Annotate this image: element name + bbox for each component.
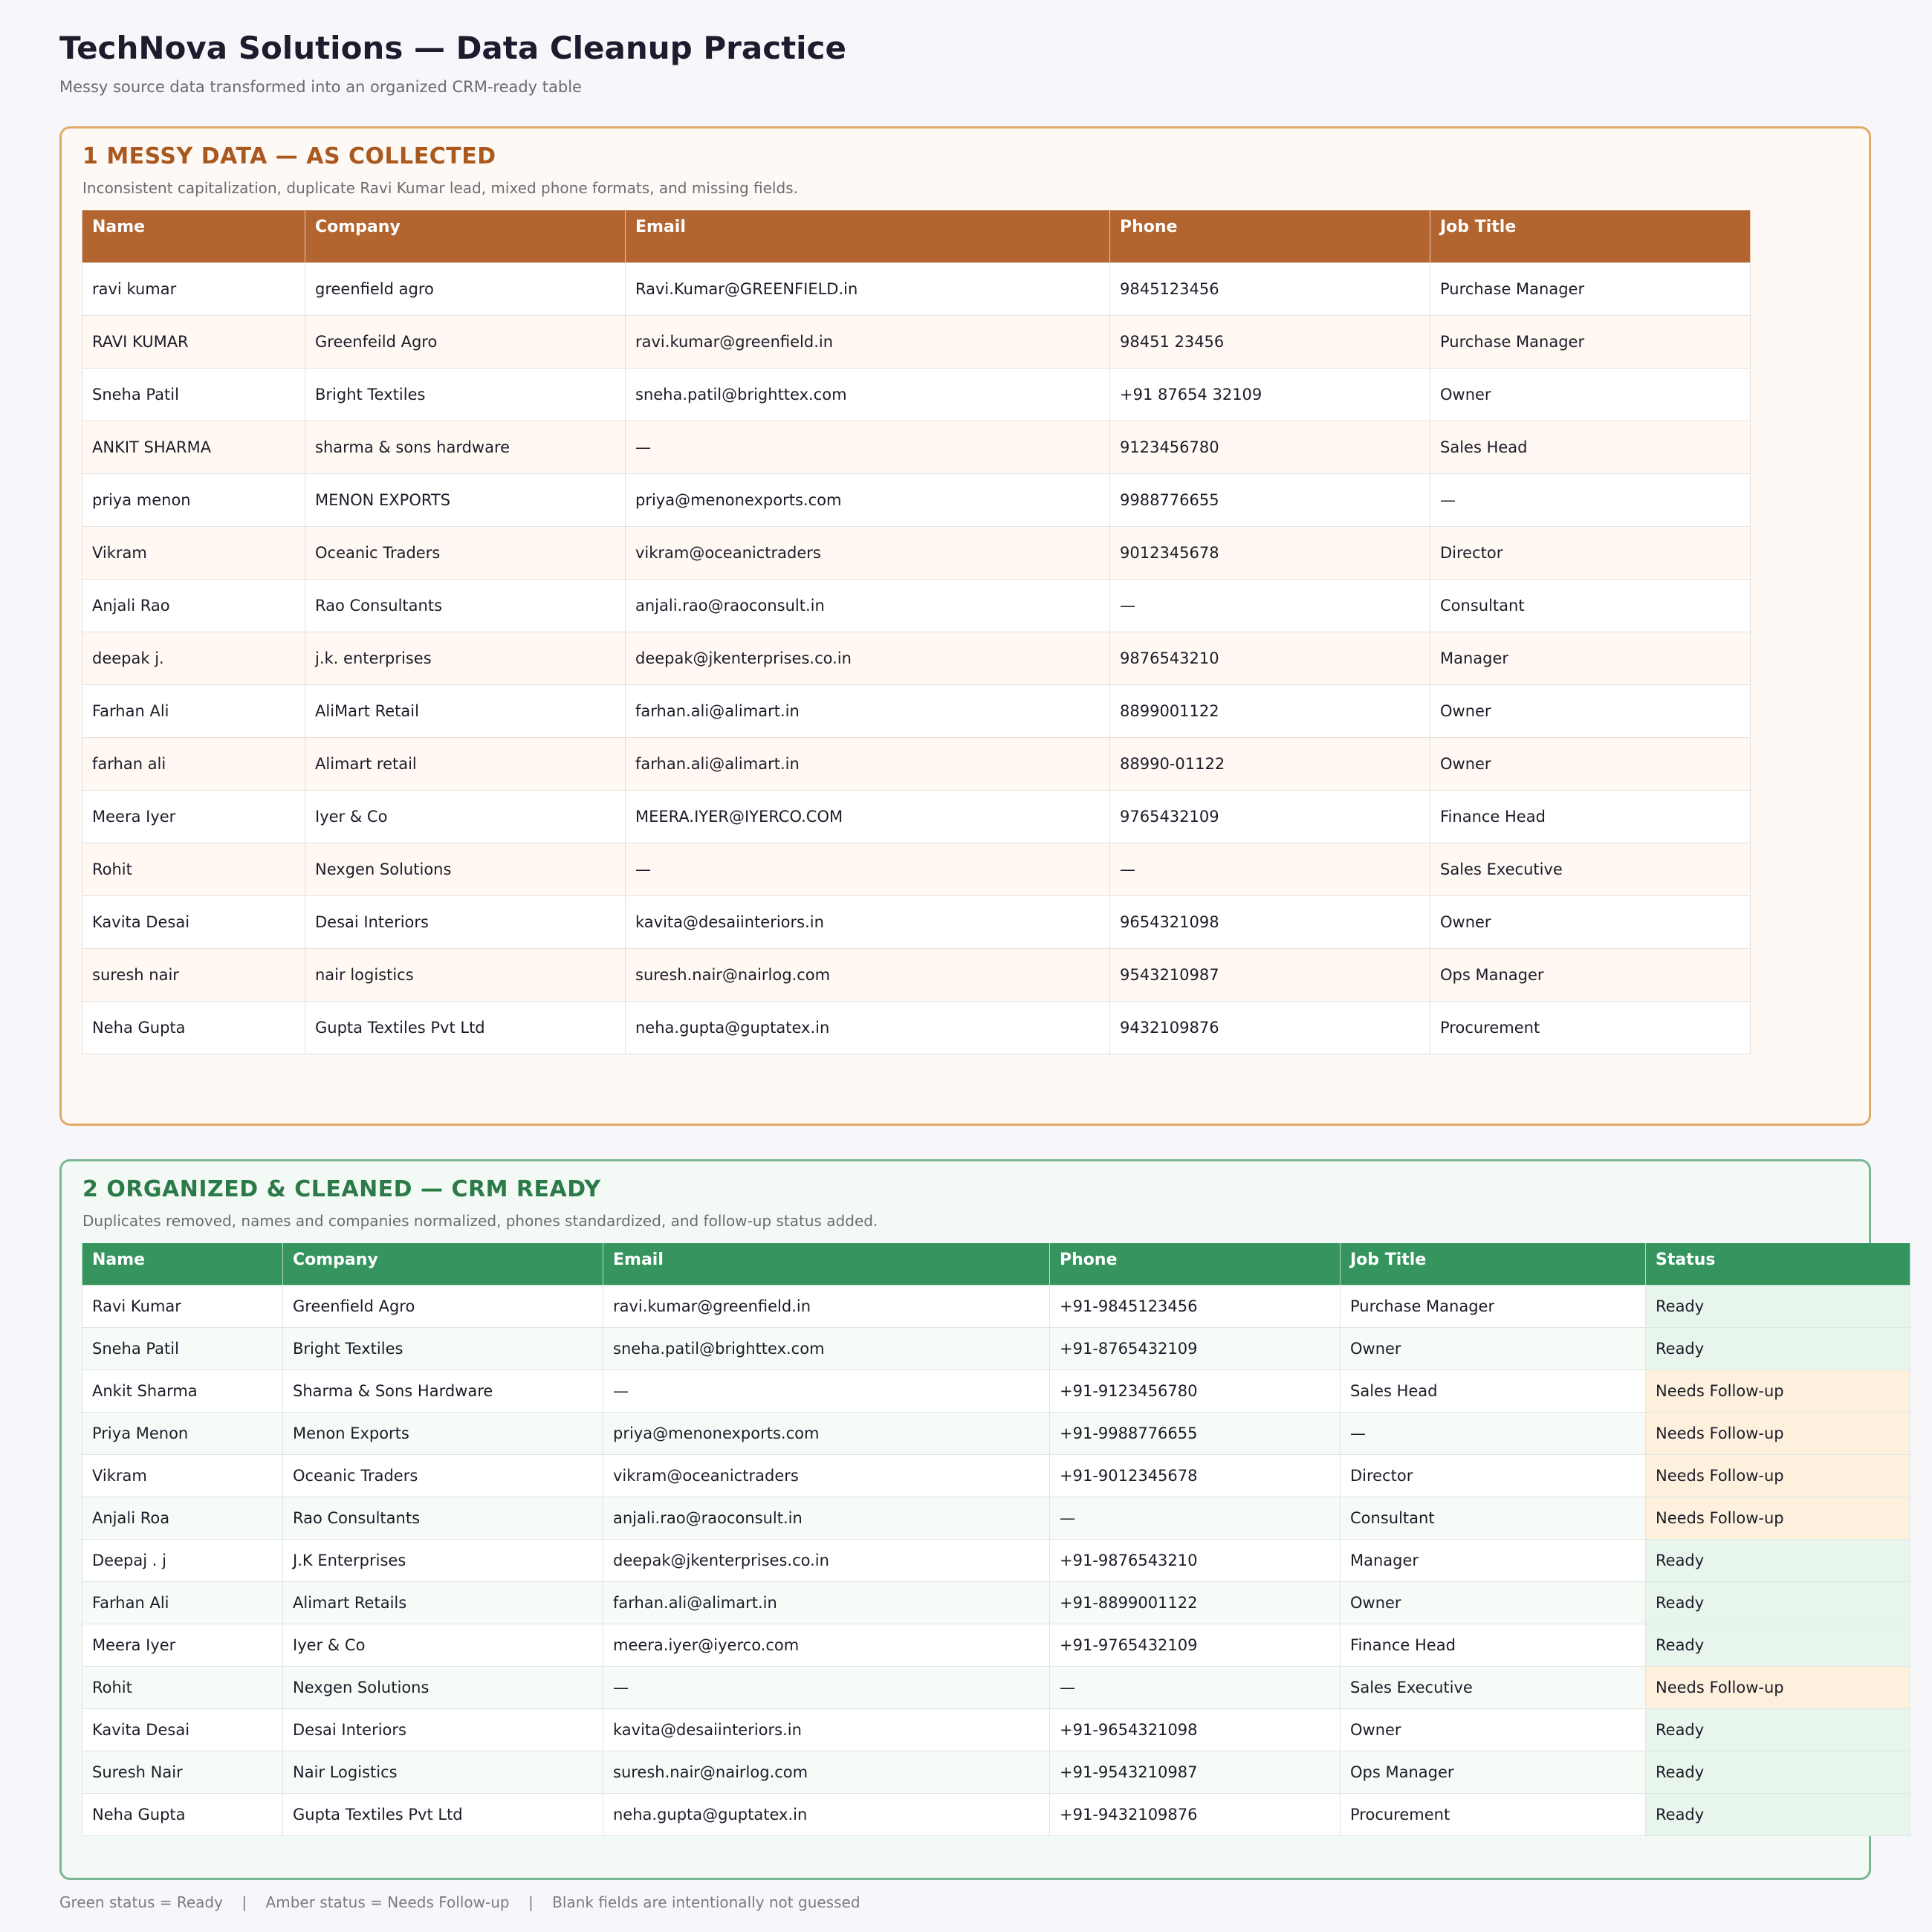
- company-cell: Greenfeild Agro: [305, 315, 626, 368]
- email-cell: deepak@jkenterprises.co.in: [626, 632, 1110, 684]
- email-cell: anjali.rao@raoconsult.in: [603, 1497, 1050, 1539]
- phone-cell: 98451 23456: [1110, 315, 1430, 368]
- email-cell: meera.iyer@iyerco.com: [603, 1624, 1050, 1666]
- phone-cell: 9765432109: [1110, 790, 1430, 843]
- column-header-job-title: Job Title: [1341, 1243, 1646, 1285]
- phone-cell: +91-9654321098: [1050, 1708, 1341, 1751]
- email-cell: vikram@oceanictraders: [603, 1454, 1050, 1497]
- phone-cell: +91-9432109876: [1050, 1793, 1341, 1835]
- job-title-cell: Ops Manager: [1430, 948, 1751, 1001]
- name-cell: Meera Iyer: [82, 790, 305, 843]
- phone-cell: +91-9845123456: [1050, 1285, 1341, 1327]
- table-row: [82, 1369, 1910, 1412]
- status-badge: Needs Follow-up: [1646, 1369, 1910, 1412]
- company-cell: Iyer & Co: [305, 790, 626, 843]
- name-cell: Meera Iyer: [82, 1624, 283, 1666]
- job-title-cell: Owner: [1430, 684, 1751, 737]
- job-title-cell: Owner: [1430, 737, 1751, 790]
- column-header-email: Email: [603, 1243, 1050, 1285]
- name-cell: suresh nair: [82, 948, 305, 1001]
- job-title-cell: Owner: [1341, 1581, 1646, 1624]
- company-cell: Greenfield Agro: [283, 1285, 603, 1327]
- messy-section-title: 1 MESSY DATA — AS COLLECTED: [82, 143, 496, 169]
- table-header-row: [82, 1243, 1910, 1285]
- table-row: [82, 1581, 1910, 1624]
- column-header-company: Company: [283, 1243, 603, 1285]
- company-cell: Desai Interiors: [305, 895, 626, 948]
- email-cell: priya@menonexports.com: [626, 473, 1110, 526]
- phone-cell: +91-9543210987: [1050, 1751, 1341, 1793]
- clean-section-title: 2 ORGANIZED & CLEANED — CRM READY: [82, 1176, 601, 1202]
- page-title: TechNova Solutions — Data Cleanup Practice: [59, 30, 846, 66]
- table-row: [82, 1708, 1910, 1751]
- email-cell: sneha.patil@brighttex.com: [626, 368, 1110, 421]
- job-title-cell: Ops Manager: [1341, 1751, 1646, 1793]
- column-header-company: Company: [305, 210, 626, 262]
- email-cell: —: [603, 1666, 1050, 1708]
- company-cell: Iyer & Co: [283, 1624, 603, 1666]
- table-row: [82, 1666, 1910, 1708]
- email-cell: kavita@desaiinteriors.in: [603, 1708, 1050, 1751]
- company-cell: Sharma & Sons Hardware: [283, 1369, 603, 1412]
- table-row: [82, 895, 1751, 948]
- table-row: [82, 368, 1751, 421]
- table-row: [82, 1624, 1910, 1666]
- job-title-cell: Consultant: [1430, 579, 1751, 632]
- table-row: [82, 526, 1751, 579]
- company-cell: Rao Consultants: [305, 579, 626, 632]
- column-header-job-title: Job Title: [1430, 210, 1751, 262]
- phone-cell: —: [1050, 1666, 1341, 1708]
- name-cell: farhan ali: [82, 737, 305, 790]
- job-title-cell: Finance Head: [1341, 1624, 1646, 1666]
- table-row: [82, 1412, 1910, 1454]
- messy-section-description: Inconsistent capitalization, duplicate Ravi Kumar lead, mixed phone formats, and missing fields.: [82, 179, 798, 197]
- job-title-cell: Director: [1341, 1454, 1646, 1497]
- phone-cell: 9123456780: [1110, 421, 1430, 473]
- company-cell: AliMart Retail: [305, 684, 626, 737]
- company-cell: Nair Logistics: [283, 1751, 603, 1793]
- name-cell: Ankit Sharma: [82, 1369, 283, 1412]
- job-title-cell: Consultant: [1341, 1497, 1646, 1539]
- job-title-cell: —: [1430, 473, 1751, 526]
- email-cell: Ravi.Kumar@GREENFIELD.in: [626, 262, 1110, 315]
- messy-data-table: [82, 210, 1751, 1054]
- table-row: [82, 1454, 1910, 1497]
- table-row: [82, 1001, 1751, 1054]
- job-title-cell: —: [1341, 1412, 1646, 1454]
- job-title-cell: Director: [1430, 526, 1751, 579]
- name-cell: RAVI KUMAR: [82, 315, 305, 368]
- job-title-cell: Owner: [1341, 1327, 1646, 1369]
- email-cell: ravi.kumar@greenfield.in: [603, 1285, 1050, 1327]
- job-title-cell: Sales Head: [1430, 421, 1751, 473]
- email-cell: sneha.patil@brighttex.com: [603, 1327, 1050, 1369]
- column-header-status: Status: [1646, 1243, 1910, 1285]
- name-cell: Kavita Desai: [82, 895, 305, 948]
- status-badge: Needs Follow-up: [1646, 1666, 1910, 1708]
- email-cell: —: [603, 1369, 1050, 1412]
- name-cell: Sneha Patil: [82, 368, 305, 421]
- phone-cell: +91 87654 32109: [1110, 368, 1430, 421]
- email-cell: kavita@desaiinteriors.in: [626, 895, 1110, 948]
- table-row: [82, 684, 1751, 737]
- company-cell: J.K Enterprises: [283, 1539, 603, 1581]
- name-cell: Rohit: [82, 1666, 283, 1708]
- job-title-cell: Sales Head: [1341, 1369, 1646, 1412]
- email-cell: neha.gupta@guptatex.in: [603, 1793, 1050, 1835]
- email-cell: suresh.nair@nairlog.com: [603, 1751, 1050, 1793]
- phone-cell: 9876543210: [1110, 632, 1430, 684]
- table-row: [82, 948, 1751, 1001]
- name-cell: ANKIT SHARMA: [82, 421, 305, 473]
- status-badge: Needs Follow-up: [1646, 1454, 1910, 1497]
- name-cell: Neha Gupta: [82, 1001, 305, 1054]
- table-row: [82, 1327, 1910, 1369]
- table-row: [82, 421, 1751, 473]
- table-row: [82, 579, 1751, 632]
- company-cell: nair logistics: [305, 948, 626, 1001]
- company-cell: j.k. enterprises: [305, 632, 626, 684]
- company-cell: Desai Interiors: [283, 1708, 603, 1751]
- company-cell: Menon Exports: [283, 1412, 603, 1454]
- job-title-cell: Finance Head: [1430, 790, 1751, 843]
- phone-cell: 9012345678: [1110, 526, 1430, 579]
- clean-data-table: [82, 1243, 1910, 1836]
- status-badge: Ready: [1646, 1327, 1910, 1369]
- phone-cell: 88990-01122: [1110, 737, 1430, 790]
- email-cell: ravi.kumar@greenfield.in: [626, 315, 1110, 368]
- name-cell: Farhan Ali: [82, 684, 305, 737]
- status-badge: Ready: [1646, 1581, 1910, 1624]
- company-cell: MENON EXPORTS: [305, 473, 626, 526]
- name-cell: Anjali Roa: [82, 1497, 283, 1539]
- company-cell: Oceanic Traders: [283, 1454, 603, 1497]
- company-cell: Gupta Textiles Pvt Ltd: [283, 1793, 603, 1835]
- company-cell: greenfield agro: [305, 262, 626, 315]
- job-title-cell: Purchase Manager: [1341, 1285, 1646, 1327]
- email-cell: anjali.rao@raoconsult.in: [626, 579, 1110, 632]
- phone-cell: 9654321098: [1110, 895, 1430, 948]
- table-row: [82, 315, 1751, 368]
- status-badge: Needs Follow-up: [1646, 1497, 1910, 1539]
- job-title-cell: Sales Executive: [1430, 843, 1751, 895]
- company-cell: Oceanic Traders: [305, 526, 626, 579]
- job-title-cell: Manager: [1341, 1539, 1646, 1581]
- job-title-cell: Purchase Manager: [1430, 262, 1751, 315]
- company-cell: Gupta Textiles Pvt Ltd: [305, 1001, 626, 1054]
- table-row: [82, 1793, 1910, 1835]
- name-cell: Suresh Nair: [82, 1751, 283, 1793]
- name-cell: Priya Menon: [82, 1412, 283, 1454]
- table-header-row: [82, 210, 1751, 262]
- name-cell: Anjali Rao: [82, 579, 305, 632]
- job-title-cell: Owner: [1430, 368, 1751, 421]
- phone-cell: —: [1050, 1497, 1341, 1539]
- job-title-cell: Procurement: [1341, 1793, 1646, 1835]
- company-cell: Alimart retail: [305, 737, 626, 790]
- phone-cell: —: [1110, 579, 1430, 632]
- phone-cell: +91-9876543210: [1050, 1539, 1341, 1581]
- status-badge: Ready: [1646, 1285, 1910, 1327]
- table-row: [82, 632, 1751, 684]
- email-cell: —: [626, 843, 1110, 895]
- page-subtitle: Messy source data transformed into an organized CRM-ready table: [59, 78, 582, 96]
- phone-cell: 9988776655: [1110, 473, 1430, 526]
- email-cell: farhan.ali@alimart.in: [626, 684, 1110, 737]
- table-row: [82, 1539, 1910, 1581]
- column-header-name: Name: [82, 1243, 283, 1285]
- job-title-cell: Owner: [1430, 895, 1751, 948]
- phone-cell: +91-9765432109: [1050, 1624, 1341, 1666]
- email-cell: deepak@jkenterprises.co.in: [603, 1539, 1050, 1581]
- status-badge: Ready: [1646, 1793, 1910, 1835]
- company-cell: Bright Textiles: [283, 1327, 603, 1369]
- name-cell: deepak j.: [82, 632, 305, 684]
- table-row: [82, 790, 1751, 843]
- column-header-phone: Phone: [1110, 210, 1430, 262]
- phone-cell: +91-9988776655: [1050, 1412, 1341, 1454]
- table-row: [82, 843, 1751, 895]
- phone-cell: +91-8765432109: [1050, 1327, 1341, 1369]
- phone-cell: —: [1110, 843, 1430, 895]
- job-title-cell: Manager: [1430, 632, 1751, 684]
- email-cell: vikram@oceanictraders: [626, 526, 1110, 579]
- name-cell: Rohit: [82, 843, 305, 895]
- company-cell: Nexgen Solutions: [283, 1666, 603, 1708]
- job-title-cell: Procurement: [1430, 1001, 1751, 1054]
- name-cell: Vikram: [82, 1454, 283, 1497]
- name-cell: Neha Gupta: [82, 1793, 283, 1835]
- name-cell: Kavita Desai: [82, 1708, 283, 1751]
- table-row: [82, 473, 1751, 526]
- phone-cell: 9543210987: [1110, 948, 1430, 1001]
- email-cell: —: [626, 421, 1110, 473]
- phone-cell: +91-8899001122: [1050, 1581, 1341, 1624]
- company-cell: Bright Textiles: [305, 368, 626, 421]
- company-cell: sharma & sons hardware: [305, 421, 626, 473]
- email-cell: neha.gupta@guptatex.in: [626, 1001, 1110, 1054]
- table-row: [82, 1285, 1910, 1327]
- messy-data-panel: [59, 126, 1871, 1126]
- table-row: [82, 737, 1751, 790]
- name-cell: ravi kumar: [82, 262, 305, 315]
- name-cell: Sneha Patil: [82, 1327, 283, 1369]
- phone-cell: 9432109876: [1110, 1001, 1430, 1054]
- email-cell: priya@menonexports.com: [603, 1412, 1050, 1454]
- clean-data-panel: [59, 1159, 1871, 1880]
- table-row: [82, 262, 1751, 315]
- status-badge: Needs Follow-up: [1646, 1412, 1910, 1454]
- footer-legend: Green status = Ready | Amber status = Needs Follow-up | Blank fields are intentionally not guessed: [59, 1893, 860, 1911]
- status-badge: Ready: [1646, 1624, 1910, 1666]
- phone-cell: +91-9012345678: [1050, 1454, 1341, 1497]
- table-row: [82, 1751, 1910, 1793]
- job-title-cell: Owner: [1341, 1708, 1646, 1751]
- company-cell: Nexgen Solutions: [305, 843, 626, 895]
- phone-cell: +91-9123456780: [1050, 1369, 1341, 1412]
- status-badge: Ready: [1646, 1539, 1910, 1581]
- status-badge: Ready: [1646, 1751, 1910, 1793]
- name-cell: Vikram: [82, 526, 305, 579]
- job-title-cell: Sales Executive: [1341, 1666, 1646, 1708]
- company-cell: Alimart Retails: [283, 1581, 603, 1624]
- table-row: [82, 1497, 1910, 1539]
- phone-cell: 9845123456: [1110, 262, 1430, 315]
- email-cell: farhan.ali@alimart.in: [603, 1581, 1050, 1624]
- column-header-phone: Phone: [1050, 1243, 1341, 1285]
- name-cell: Deepaj . j: [82, 1539, 283, 1581]
- job-title-cell: Purchase Manager: [1430, 315, 1751, 368]
- name-cell: Farhan Ali: [82, 1581, 283, 1624]
- name-cell: priya menon: [82, 473, 305, 526]
- email-cell: suresh.nair@nairlog.com: [626, 948, 1110, 1001]
- column-header-name: Name: [82, 210, 305, 262]
- name-cell: Ravi Kumar: [82, 1285, 283, 1327]
- clean-section-description: Duplicates removed, names and companies normalized, phones standardized, and follow-up status added.: [82, 1212, 878, 1230]
- status-badge: Ready: [1646, 1708, 1910, 1751]
- email-cell: MEERA.IYER@IYERCO.COM: [626, 790, 1110, 843]
- company-cell: Rao Consultants: [283, 1497, 603, 1539]
- column-header-email: Email: [626, 210, 1110, 262]
- email-cell: farhan.ali@alimart.in: [626, 737, 1110, 790]
- phone-cell: 8899001122: [1110, 684, 1430, 737]
